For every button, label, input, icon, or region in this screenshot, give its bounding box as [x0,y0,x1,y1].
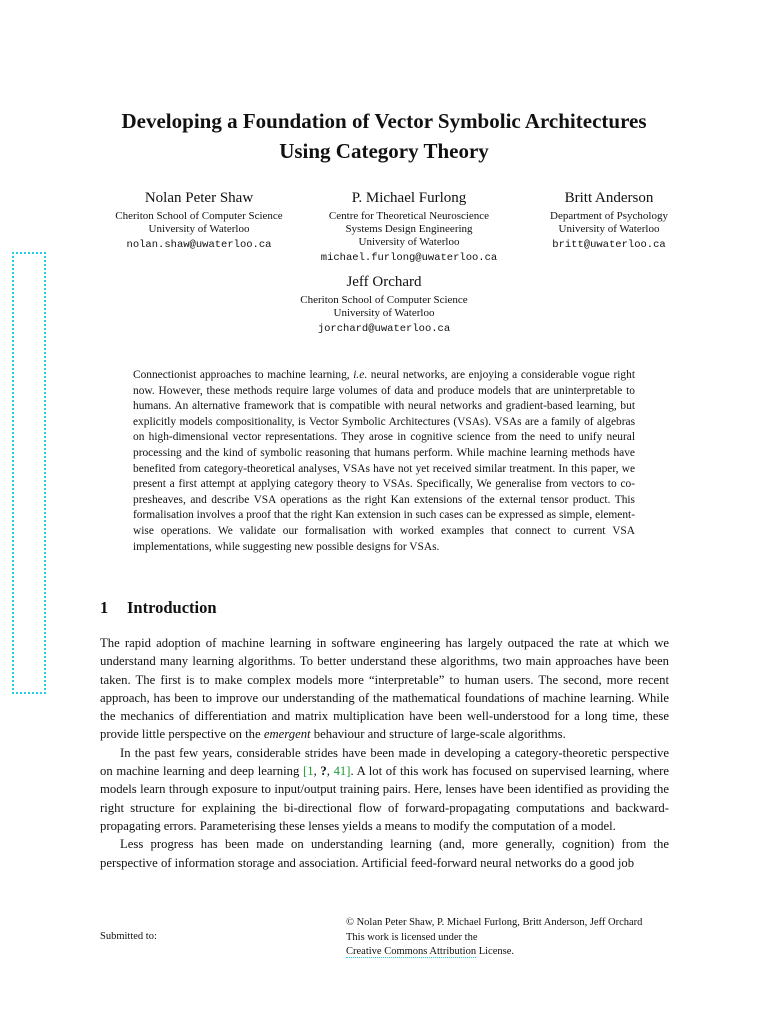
author-affiliation: Department of Psychology [550,210,668,222]
author-affiliation: Centre for Theoretical Neuroscience [328,210,490,222]
license-notice [346,916,686,960]
author-affiliation: Cheriton School of Computer Science [300,294,468,306]
paragraph [100,835,669,872]
paragraph-text: behaviour and structure of large-scale algorithms. [310,727,566,742]
author-name: Nolan Peter Shaw [144,190,254,206]
author-block [520,188,698,252]
author-email[interactable]: michael.furlong@uwaterloo.ca [320,252,498,264]
abstract-text: Connectionist approaches to machine learning, [133,369,354,381]
author-affiliation: University of Waterloo [558,223,660,235]
author-email[interactable]: britt@uwaterloo.ca [552,239,666,251]
section-title: Introduction [127,598,217,617]
section-heading-introduction [100,597,217,619]
citation-link[interactable]: 41] [333,764,351,779]
arxiv-stamp-box[interactable] [12,252,46,694]
author-affiliation: University of Waterloo [148,223,250,235]
author-email[interactable]: jorchard@uwaterloo.ca [317,323,451,335]
author-email[interactable]: nolan.shaw@uwaterloo.ca [126,239,272,251]
abstract [133,368,635,555]
copyright-line: © Nolan Peter Shaw, P. Michael Furlong, Britt Anderson, Jeff Orchard [346,917,643,928]
author-affiliation: University of Waterloo [333,307,435,319]
citation-unresolved: ? [320,764,327,779]
paper-title [80,106,688,166]
citation-separator: , [326,764,334,779]
license-tail: License. [476,946,514,957]
author-block [284,272,484,336]
section-number: 1 [100,598,109,617]
introduction-body [100,634,669,872]
author-affiliation: Systems Design Engineering [345,223,473,235]
abstract-text: neural networks, are enjoying a considerable vogue right now. However, these methods require large volumes of data and produce models that are uninterpretable to humans. An alternative framework that is compatible with neural networks and gradient-based learning, but explicitly models compositionality, is Vector Symbolic Architectures (VSAs). VSAs are a family of algebras on high-dimensional vector representations. They arose in cognitive science from the need to unify neural processing and the kind of symbolic reasoning that humans perform. While machine learning methods have benefited from category-theoretical analyses, VSAs have not yet received similar treatment. In this paper, we present a first attempt at applying category theory to VSAs. Specifically, We generalise from vectors to co-presheaves, and describe VSA operations as the right Kan extensions of the external tensor product. This formalisation involves a proof that the right Kan extension in such cases can be expressed as simple, element-wise operations. We validate our formalisation with worked examples that connect to current VSA implementations, while suggesting new possible designs for VSAs. [133,369,635,553]
paragraph-text: In the past few years, considerable strides have been made in developing a category-theoretic perspective on machine learning and deep learning [100,745,669,779]
abstract-ie: i.e. [353,369,368,381]
author-block [300,188,518,265]
submitted-to: Submitted to: [100,931,157,942]
paragraph [100,744,669,835]
author-name: P. Michael Furlong [351,190,467,206]
title-line-2: Using Category Theory [279,139,489,163]
author-affiliation: Cheriton School of Computer Science [115,210,283,222]
author-block [96,188,302,252]
paragraph-text: The rapid adoption of machine learning in software engineering has largely outpaced the rate at which we understand many learning algorithms. To better understand these algorithms, two main approaches have been taken. The first is to make complex models more “interpretable” to human users. The second, more recent approach, has been to improve our understanding of the mathematical foundations of machine learning. While the mechanics of differentiation and matrix multiplication have been well-understood for a long time, these provide little perspective on the [100,636,669,742]
emphasis-text: emergent [263,727,311,742]
paragraph-text: . A lot of this work has focused on supervised learning, where models learn through exposure to input/output training pairs. Here, lenses have been identified as providing the right structure for explaining the bi-directional flow of forward-propagating computations and backward-propagating errors. Parameterising these lenses yields a means to modify the computation of a model. [100,764,670,833]
author-name: Britt Anderson [564,190,654,206]
citation-link[interactable]: [1 [302,764,314,779]
paragraph-text: Less progress has been made on understanding learning (and, more generally, cognition) from the perspective of information storage and association. Artificial feed-forward neural networks do a good job [100,837,669,870]
paragraph [100,634,669,744]
citation-separator: , [313,764,321,779]
title-line-1: Developing a Foundation of Vector Symbolic Architectures [121,109,647,133]
author-affiliation: University of Waterloo [358,236,460,248]
license-link[interactable]: Creative Commons Attribution [346,946,477,957]
license-link-line [346,945,686,960]
author-name: Jeff Orchard [346,274,422,290]
license-line: This work is licensed under the [346,931,478,943]
